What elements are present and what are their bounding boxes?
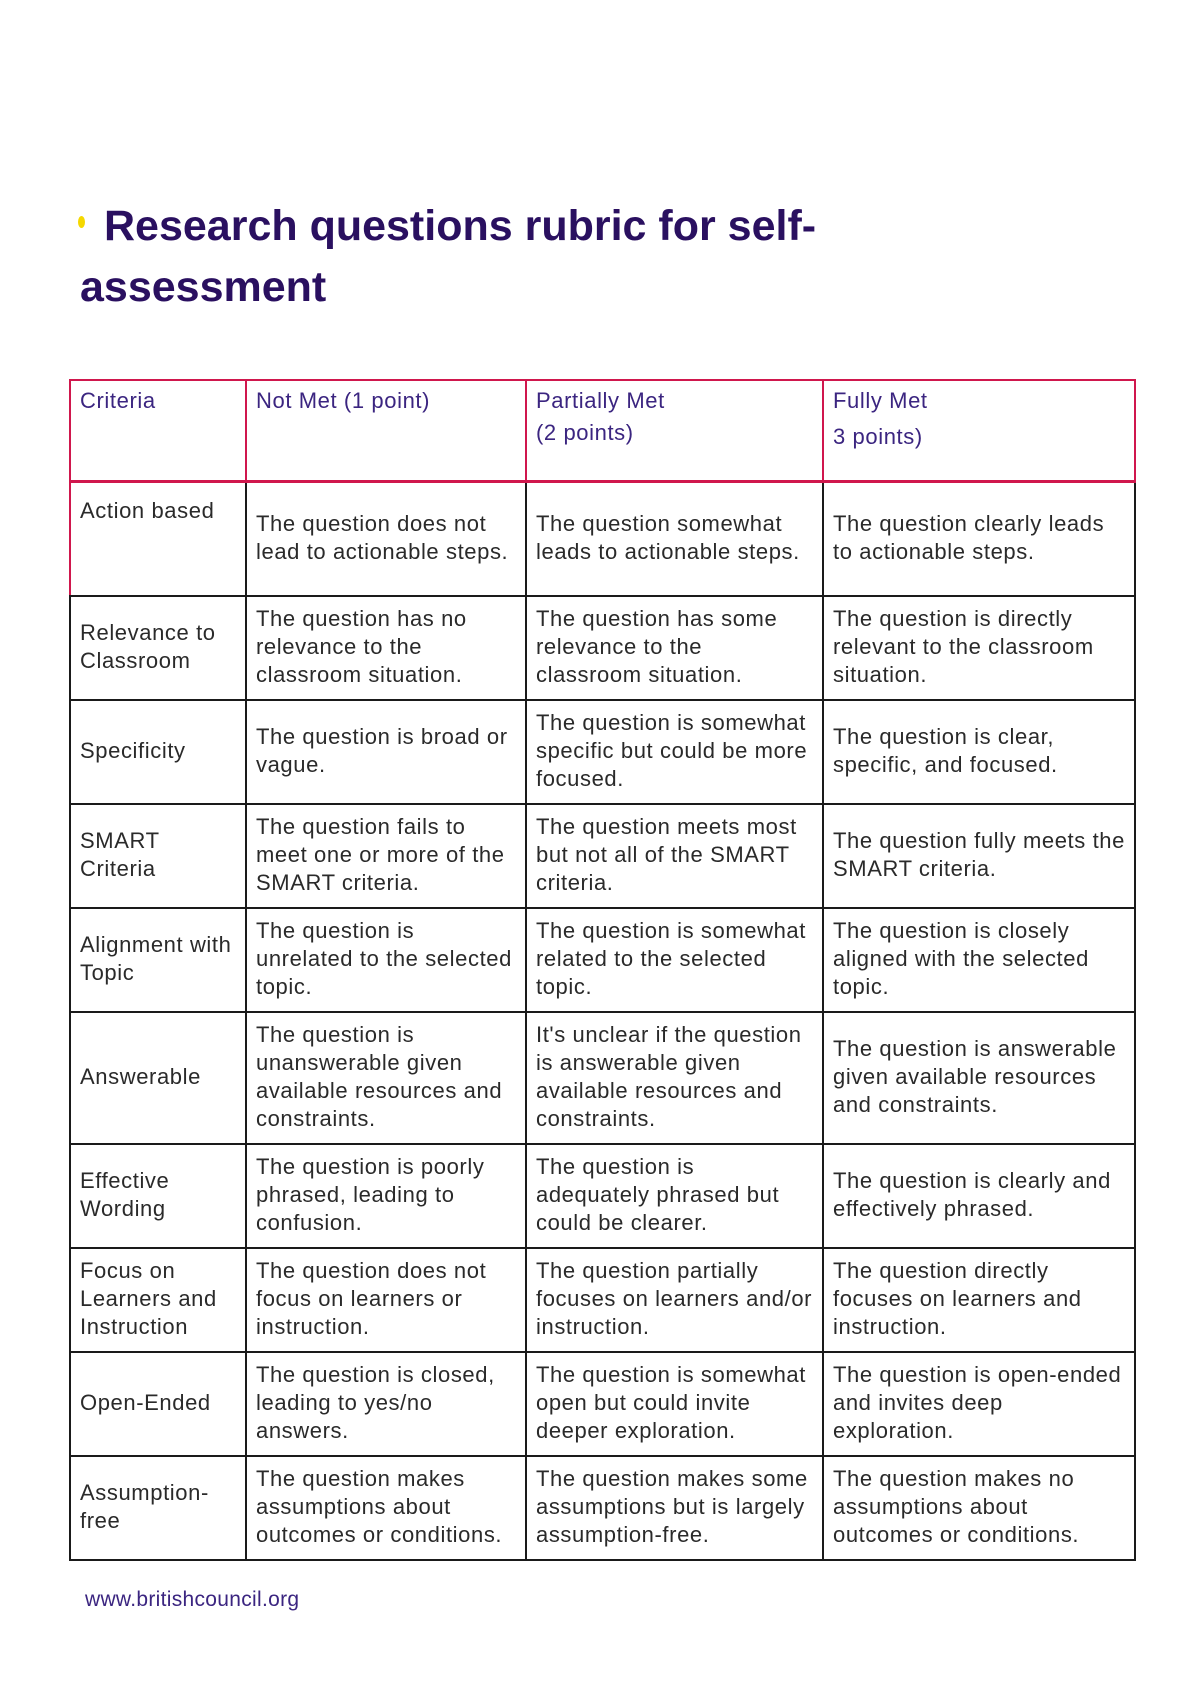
fully-met-cell: The question makes no assumptions about outcomes or conditions. <box>823 1456 1135 1560</box>
fully-met-cell: The question is open-ended and invites deep exploration. <box>823 1352 1135 1456</box>
table-row <box>70 596 1135 700</box>
header-criteria <box>70 380 246 482</box>
table-row <box>70 1012 1135 1144</box>
criteria-cell: Specificity <box>70 700 246 804</box>
criteria-cell: Relevance to Classroom <box>70 596 246 700</box>
table-row <box>70 700 1135 804</box>
not-met-cell: The question makes assumptions about outcomes or conditions. <box>246 1456 526 1560</box>
partially-met-cell: The question partially focuses on learners and/or instruction. <box>526 1248 823 1352</box>
criteria-cell: Answerable <box>70 1012 246 1144</box>
partially-met-cell: It's unclear if the question is answerable given available resources and constraints. <box>526 1012 823 1144</box>
not-met-cell: The question is unanswerable given available resources and constraints. <box>246 1012 526 1144</box>
fully-met-cell: The question is clearly and effectively phrased. <box>823 1144 1135 1248</box>
criteria-cell: Open-Ended <box>70 1352 246 1456</box>
fully-met-cell: The question is answerable given available resources and constraints. <box>823 1012 1135 1144</box>
page-title-line1: Research questions rubric for self- <box>104 202 817 250</box>
criteria-cell: SMART Criteria <box>70 804 246 908</box>
header-partially-met-points: (2 points) <box>536 420 634 445</box>
header-not-met-label: Not Met (1 point) <box>256 388 431 413</box>
table-row <box>70 804 1135 908</box>
partially-met-cell: The question is somewhat open but could invite deeper exploration. <box>526 1352 823 1456</box>
partially-met-cell: The question makes some assumptions but is largely assumption-free. <box>526 1456 823 1560</box>
criteria-cell: Action based <box>70 482 246 597</box>
header-fully-met <box>823 380 1135 482</box>
not-met-cell: The question is broad or vague. <box>246 700 526 804</box>
fully-met-cell: The question is directly relevant to the classroom situation. <box>823 596 1135 700</box>
partially-met-cell: The question meets most but not all of the SMART criteria. <box>526 804 823 908</box>
table-row <box>70 908 1135 1012</box>
fully-met-cell: The question directly focuses on learners and instruction. <box>823 1248 1135 1352</box>
title-block <box>80 196 960 318</box>
not-met-cell: The question fails to meet one or more of the SMART criteria. <box>246 804 526 908</box>
partially-met-cell: The question is somewhat related to the selected topic. <box>526 908 823 1012</box>
fully-met-cell: The question clearly leads to actionable steps. <box>823 482 1135 597</box>
header-row <box>70 380 1135 482</box>
fully-met-cell: The question is clear, specific, and focused. <box>823 700 1135 804</box>
not-met-cell: The question does not focus on learners or instruction. <box>246 1248 526 1352</box>
criteria-cell: Effective Wording <box>70 1144 246 1248</box>
bullet-icon <box>78 216 85 228</box>
table-row <box>70 1248 1135 1352</box>
rubric-table <box>69 379 1136 1561</box>
partially-met-cell: The question has some relevance to the classroom situation. <box>526 596 823 700</box>
table-row <box>70 1144 1135 1248</box>
partially-met-cell: The question is adequately phrased but could be clearer. <box>526 1144 823 1248</box>
header-partially-met <box>526 380 823 482</box>
not-met-cell: The question is poorly phrased, leading to confusion. <box>246 1144 526 1248</box>
table-row <box>70 1456 1135 1560</box>
criteria-cell: Focus on Learners and Instruction <box>70 1248 246 1352</box>
criteria-cell: Alignment with Topic <box>70 908 246 1012</box>
partially-met-cell: The question is somewhat specific but could be more focused. <box>526 700 823 804</box>
page-title <box>80 196 960 318</box>
partially-met-cell: The question somewhat leads to actionable steps. <box>526 482 823 597</box>
table-row <box>70 1352 1135 1456</box>
not-met-cell: The question has no relevance to the classroom situation. <box>246 596 526 700</box>
header-criteria-label: Criteria <box>80 388 156 413</box>
not-met-cell: The question is unrelated to the selected topic. <box>246 908 526 1012</box>
fully-met-cell: The question fully meets the SMART criteria. <box>823 804 1135 908</box>
criteria-cell: Assumption-free <box>70 1456 246 1560</box>
header-partially-met-label: Partially Met <box>536 388 665 413</box>
header-fully-met-label: Fully Met <box>833 388 928 413</box>
table-row <box>70 482 1135 597</box>
not-met-cell: The question is closed, leading to yes/no answers. <box>246 1352 526 1456</box>
fully-met-cell: The question is closely aligned with the selected topic. <box>823 908 1135 1012</box>
header-not-met <box>246 380 526 482</box>
header-fully-met-points: 3 points) <box>833 424 923 449</box>
footer-link[interactable]: www.britishcouncil.org <box>85 1588 300 1611</box>
page-title-line2: assessment <box>80 263 327 311</box>
not-met-cell: The question does not lead to actionable steps. <box>246 482 526 597</box>
